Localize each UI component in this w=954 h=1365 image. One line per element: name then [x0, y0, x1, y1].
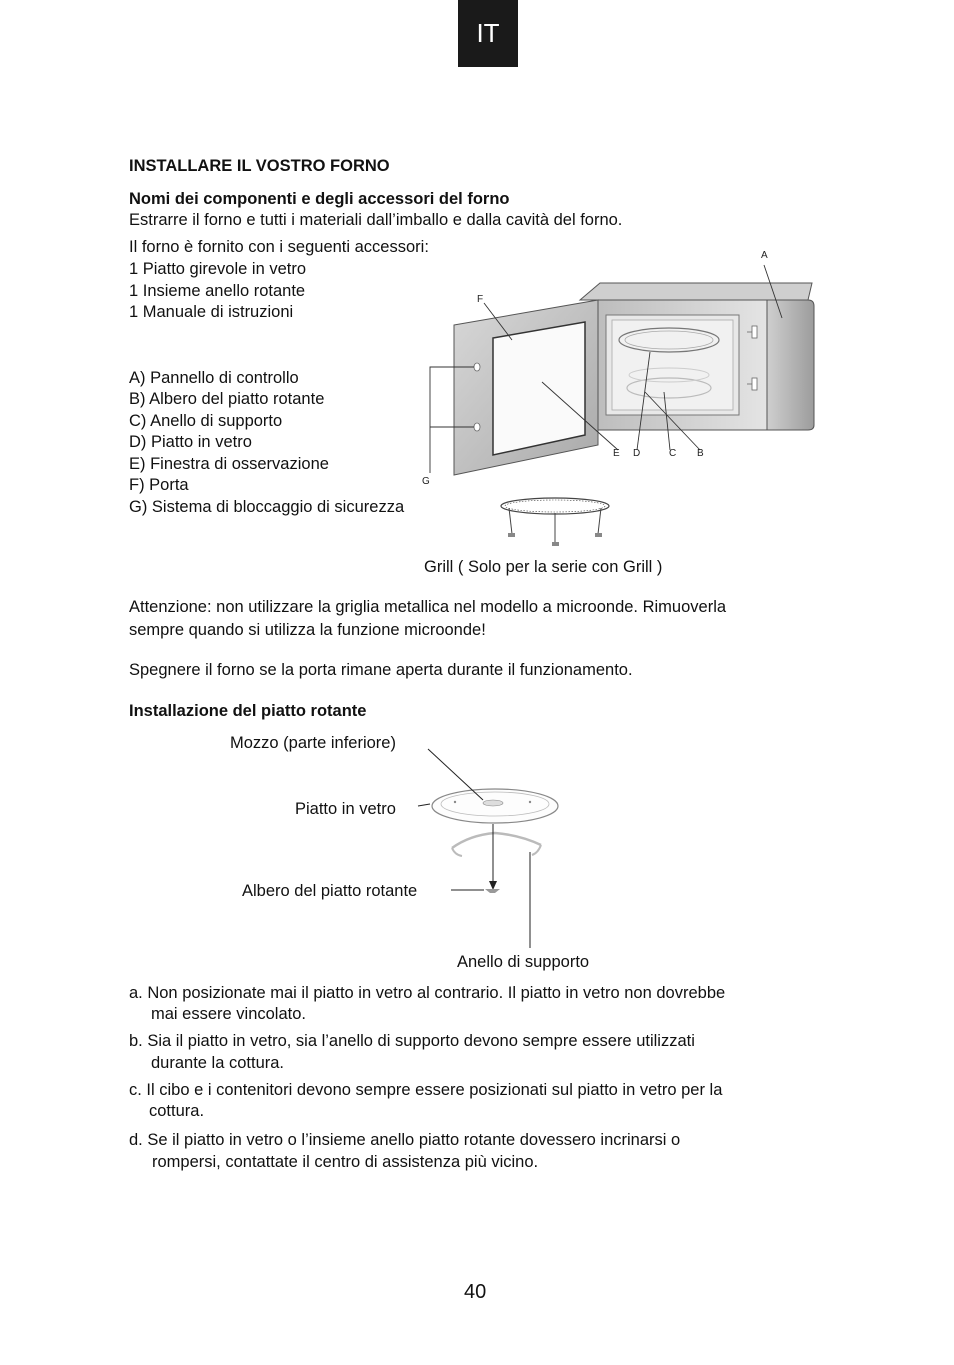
page-number: 40	[464, 1281, 487, 1303]
diagram-label-b: B	[697, 448, 704, 459]
part-item: A) Pannello di controllo	[129, 369, 299, 387]
section-title: INSTALLARE IL VOSTRO FORNO	[129, 157, 390, 175]
accessory-item: 1 Manuale di istruzioni	[129, 303, 294, 321]
components-heading: Nomi dei componenti e degli accessori del forno	[129, 190, 510, 208]
diagram-label-g: G	[422, 476, 430, 487]
instruction-d-cont: rompersi, contattate il centro di assistenza più vicino.	[152, 1153, 539, 1171]
instruction-b-cont: durante la cottura.	[151, 1054, 284, 1072]
accessory-item: 1 Insieme anello rotante	[129, 282, 306, 300]
instruction-c: c. Il cibo e i contenitori devono sempre essere posizionati sul piatto in vetro per la	[129, 1081, 723, 1099]
diagram-label-d: D	[633, 448, 641, 459]
accessories-intro: Il forno è fornito con i seguenti accessori:	[129, 238, 429, 256]
part-item: C) Anello di supporto	[129, 412, 283, 430]
diagram-label-c: C	[669, 448, 677, 459]
label-support-ring: Anello di supporto	[457, 953, 590, 971]
warning-line: sempre quando si utilizza la funzione microonde!	[129, 621, 486, 639]
grill-caption: Grill ( Solo per la serie con Grill )	[424, 558, 663, 576]
instruction-c-cont: cottura.	[149, 1102, 205, 1120]
part-item: E) Finestra di osservazione	[129, 455, 329, 473]
instruction-a: a. Non posizionate mai il piatto in vetro al contrario. Il piatto in vetro non dovrebbe	[129, 984, 726, 1002]
part-item: G) Sistema di bloccaggio di sicurezza	[129, 498, 405, 516]
part-item: B) Albero del piatto rotante	[129, 390, 325, 408]
part-item: D) Piatto in vetro	[129, 433, 252, 451]
label-shaft: Albero del piatto rotante	[242, 882, 418, 900]
part-item: F) Porta	[129, 476, 189, 494]
label-hub: Mozzo (parte inferiore)	[230, 734, 396, 752]
warning-door: Spegnere il forno se la porta rimane aperta durante il funzionamento.	[129, 661, 633, 679]
instruction-d: d. Se il piatto in vetro o l’insieme anello piatto rotante dovessero incrinarsi o	[129, 1131, 681, 1149]
language-tab: IT	[458, 0, 518, 67]
components-intro: Estrarre il forno e tutti i materiali dall’imballo e dalla cavità del forno.	[129, 211, 623, 229]
accessory-item: 1 Piatto girevole in vetro	[129, 260, 307, 278]
diagram-label-a: A	[761, 250, 768, 261]
label-glass-plate: Piatto in vetro	[295, 800, 396, 818]
turntable-heading: Installazione del piatto rotante	[129, 702, 367, 720]
diagram-label-e: E	[613, 448, 620, 459]
diagram-label-f: F	[477, 294, 484, 305]
instruction-b: b. Sia il piatto in vetro, sia l’anello di supporto devono sempre essere utilizzati	[129, 1032, 695, 1050]
warning-line: Attenzione: non utilizzare la griglia metallica nel modello a microonde. Rimuoverla	[129, 598, 727, 616]
instruction-a-cont: mai essere vincolato.	[151, 1005, 306, 1023]
